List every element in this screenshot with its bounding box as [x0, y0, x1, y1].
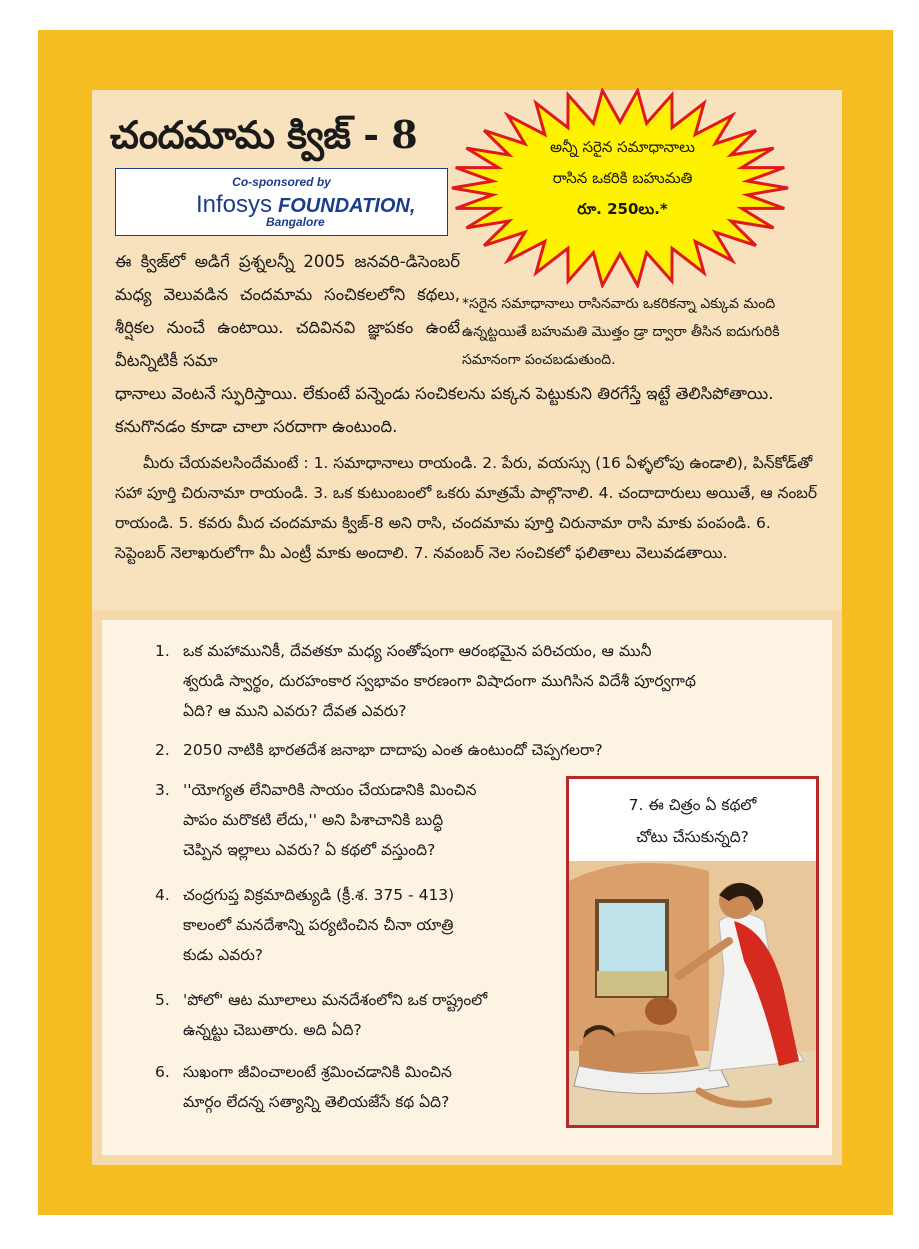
illustration-scene — [569, 861, 816, 1125]
sponsor-line: Co-sponsored by — [232, 175, 331, 189]
quiz-title: చందమామ క్విజ్ - 8 — [110, 112, 418, 157]
quiz-rules: మీరు చేయవలసిందేమంటే : 1. సమాధానాలు రాయండి. 2. పేరు, వయస్సు (16 ఏళ్ళలోపు ఉండాలి), పిన్‌కోడ్‌తో సహా పూర్తి చిరునామా రాయండి. 3. ఒక కుటుంబంలో ఒకరు మాత్రమే పాల్గొనాలి. 4. చందాదారులు అయితే, ఆ నంబర్ రాయండి. 5. కవరు మీద చందమామ క్విజ్-8 అని రాసి, చందమామ పూర్తి చిరునామా రాసి మాకు పంపండి. 6. సెప్టెంబర్ నెలాఖరులోగా మీ ఎంట్రీ మాకు అందాలి. 7. నవంబర్ నెల సంచికలో ఫలితాలు వెలువడతాయి. — [115, 454, 818, 562]
question-2: 2. 2050 నాటికి భారతదేశ జనాభా దాదాపు ఎంత ఉంటుందో చెప్పగలరా? — [155, 741, 603, 759]
prize-line-3: రూ. 250లు.* — [577, 200, 668, 218]
prize-line-2: రాసిన ఒకరికి బహుమతి — [552, 169, 693, 187]
question-5: 5. 'పోలో' ఆట మూలాలు మనదేశంలోని ఒక రాష్ట్రంలో ఉన్నట్టు చెబుతారు. అది ఏది? — [155, 991, 488, 1039]
prize-text — [540, 132, 705, 225]
question-4: 4. చంద్రగుప్త విక్రమాదిత్యుడి (క్రీ.శ. 375 - 413) కాలంలో మనదేశాన్ని పర్యటించిన చీనా యాత్రి కుడు ఎవరు? — [155, 886, 455, 964]
question-1: 1. ఒక మహామునికీ, దేవతకూ మధ్య సంతోషంగా ఆరంభమైన పరిచయం, ఆ మునీ శ్వరుడి స్వార్థం, దురహంకార స్వభావం కారణంగా విషాదంగా ముగిసిన విదేశీ పూర్వగాథ ఏది? ఆ ముని ఎవరు? దేవత ఎవరు? — [155, 642, 696, 720]
prize-note: *సరైన సమాధానాలు రాసినవారు ఒకరికన్నా ఎక్కువ మంది ఉన్నట్టయితే బహుమతి మొత్తం డ్రా ద్వారా తీసిన ఐదుగురికి సమానంగా పంచబడుతుంది. — [462, 296, 780, 368]
intro-text-continued: ధానాలు వెంటనే స్ఫురిస్తాయి. లేకుంటే పన్నెండు సంచికలను పక్కన పెట్టుకుని తిరగేస్తే ఇట్టే తెలిసిపోతాయి. కనుగొనడం కూడా చాలా సరదాగా ఉంటుంది. — [115, 384, 774, 436]
intro-text: ఈ క్విజ్‌లో అడిగే ప్రశ్నలన్నీ 2005 జనవరి-డిసెంబర్ మధ్య వెలువడిన చందమామ సంచికలలోని కథలు, శీర్షికల నుంచే ఉంటాయి. చదివినవి జ్ఞాపకం ఉంటే వీటన్నిటికీ సమా — [115, 252, 460, 370]
picture-caption: 7. ఈ చిత్రం ఏ కథలో చోటు చేసుకున్నది? — [628, 796, 757, 846]
clay-pot — [645, 997, 677, 1025]
question-7-illustration — [566, 776, 819, 1128]
sponsor-foundation: FOUNDATION, — [278, 195, 416, 217]
doorway-ground — [597, 971, 667, 996]
question-3: 3. ''యోగ్యత లేనివారికి సాయం చేయడానికి మించిన పాపం మరొకటి లేదు,'' అని పిశాచానికి బుద్ధి చెప్పిన ఇల్లాలు ఎవరు? ఏ కథలో వస్తుంది? — [155, 781, 477, 859]
question-6: 6. సుఖంగా జీవించాలంటే శ్రమించడానికి మించిన మార్గం లేదన్న సత్యాన్ని తెలియజేసే కథ ఏది? — [155, 1063, 452, 1111]
sponsor-city: Bangalore — [266, 215, 325, 229]
sponsor-brand: Infosys — [196, 191, 273, 218]
sponsor-logo — [115, 168, 448, 236]
prize-line-1: అన్నీ సరైన సమాధానాలు — [550, 138, 695, 156]
